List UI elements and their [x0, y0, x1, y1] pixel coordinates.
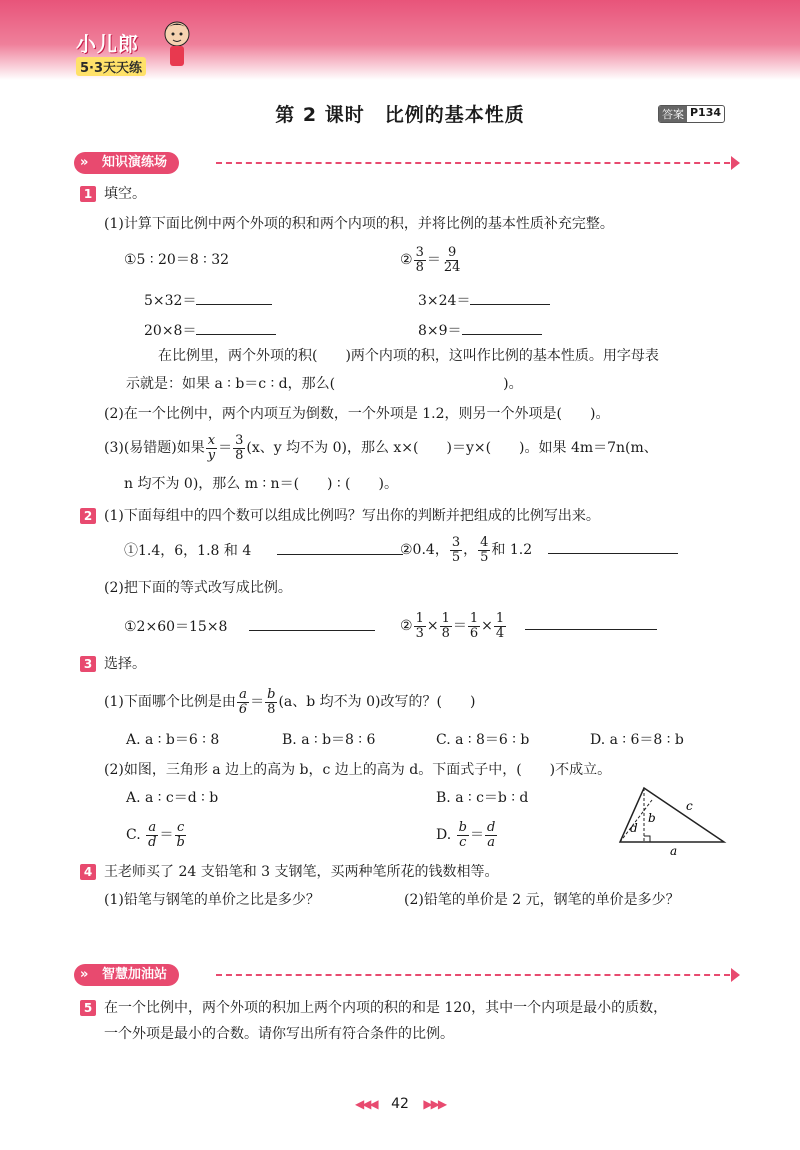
next-arrows-icon: ▶▶▶ — [423, 1097, 446, 1111]
page-title: 第 2 课时 比例的基本性质 — [275, 104, 525, 126]
q2-equation-b: ② $\frac{1}{3}$ × $\frac{1}{8}$ ＝ $\frac{1}{6}$ × $\frac{1}{4}$ — [400, 608, 657, 644]
fraction: $\frac{a}{6}$ — [238, 686, 248, 717]
q4-part2: (2)铅笔的单价是 2 元，钢笔的单价是多少？ — [404, 892, 680, 908]
arrow-tip-icon — [731, 968, 740, 982]
fraction: $\frac{b}{8}$ — [267, 686, 276, 717]
q3-heading: 选择。 — [104, 656, 146, 672]
q4-text: 王老师买了 24 支铅笔和 3 支钢笔，买两种笔所花的钱数相等。 — [104, 864, 499, 880]
fraction: $\frac{9}{24}$ — [443, 244, 461, 275]
fraction: $\frac{d}{a}$ — [486, 819, 496, 850]
mascot-boy-icon — [162, 14, 192, 74]
brand-name: 小儿郎 — [76, 32, 139, 56]
q2-group-a: ①1.4，6，1.8 和 4 — [124, 540, 403, 561]
q1-proportion-b: ② $\frac{3}{8}$ ＝ $\frac{9}{24}$ — [400, 244, 461, 275]
page-number: 42 — [391, 1096, 409, 1112]
q1-part3: (3)(易错题)如果 $\frac{x}{y}$ ＝ $\frac{3}{8}$ (x、y 均不为 0)，那么 x×( )＝y×( )。如果 4m＝7n(m、 — [104, 432, 658, 463]
fraction: $\frac{3}{8}$ — [235, 432, 244, 463]
q1-calc-2: 20×8＝ — [144, 320, 276, 341]
fraction: $\frac{1}{6}$ — [469, 610, 479, 641]
answer-label: 答案 — [659, 106, 687, 122]
page-footer — [0, 1096, 800, 1112]
q1-calc-4: 8×9＝ — [418, 320, 542, 341]
fraction: $\frac{1}{3}$ — [415, 610, 424, 641]
fig-label-b: b — [648, 811, 656, 825]
q1-heading: 填空。 — [104, 186, 146, 202]
section-practice-title: 知识演练场 — [102, 155, 168, 170]
fraction: $\frac{3}{8}$ — [415, 244, 424, 275]
fig-label-d: d — [630, 821, 638, 835]
answer-reference[interactable] — [658, 105, 725, 123]
section-wisdom-title: 智慧加油站 — [102, 967, 168, 982]
answer-blank[interactable] — [196, 290, 272, 305]
answer-blank[interactable] — [249, 616, 375, 631]
fig-label-a: a — [670, 844, 678, 856]
q1-calc-3: 3×24＝ — [418, 290, 550, 311]
q3-part2-option-b[interactable]: B. a ∶ c＝b ∶ d — [436, 790, 529, 806]
q1-property-line1: 在比例里，两个外项的积( )两个内项的积，这叫作比例的基本性质。用字母表 — [158, 348, 659, 364]
answer-blank[interactable] — [462, 320, 542, 335]
question-number: 5 — [80, 1000, 96, 1016]
q3-part2-option-c[interactable]: C. $\frac{a}{d}$ ＝ $\frac{c}{b}$ — [126, 819, 185, 850]
fraction: $\frac{4}{5}$ — [480, 534, 489, 565]
double-arrow-icon: » — [80, 967, 89, 982]
question-number: 3 — [80, 656, 96, 672]
fraction: $\frac{a}{d}$ — [148, 819, 157, 850]
q3-option-c[interactable]: C. a ∶ 8＝6 ∶ b — [436, 732, 530, 748]
brand-series: 5·3天天练 — [76, 57, 146, 76]
q1-proportion-a: ①5 ∶ 20＝8 ∶ 32 — [124, 252, 230, 268]
q1-part1-intro: (1)计算下面比例中两个外项的积和两个内项的积，并将比例的基本性质补充完整。 — [104, 216, 614, 232]
brand-logo — [76, 28, 146, 76]
section-wisdom-bar — [74, 964, 740, 986]
q1-property-line2: 示就是：如果 a ∶ b＝c ∶ d，那么( )。 — [126, 376, 523, 392]
q5-line2: 一个外项是最小的合数。请你写出所有符合条件的比例。 — [104, 1026, 454, 1042]
q2-part2: (2)把下面的等式改写成比例。 — [104, 580, 292, 596]
fig-label-c: c — [686, 799, 693, 813]
double-arrow-icon: » — [80, 155, 89, 170]
fraction: $\frac{x}{y}$ — [207, 432, 216, 463]
q3-part1: (1)下面哪个比例是由 $\frac{a}{6}$ ＝ $\frac{b}{8}$ (a、b 均不为 0)改写的？( ) — [104, 686, 476, 717]
fraction: $\frac{c}{b}$ — [176, 819, 185, 850]
q3-part2-option-d[interactable]: D. $\frac{b}{c}$ ＝ $\frac{d}{a}$ — [436, 819, 496, 850]
question-number: 2 — [80, 508, 96, 524]
answer-blank[interactable] — [548, 539, 678, 554]
arrow-tip-icon — [731, 156, 740, 170]
section-practice-bar — [74, 152, 740, 174]
q1-part2: (2)在一个比例中，两个内项互为倒数，一个外项是 1.2，则另一个外项是( )。 — [104, 406, 610, 422]
fraction: $\frac{1}{4}$ — [495, 610, 505, 641]
question-number: 1 — [80, 186, 96, 202]
fraction: $\frac{1}{8}$ — [441, 610, 450, 641]
question-number: 4 — [80, 864, 96, 880]
q3-option-a[interactable]: A. a ∶ b＝6 ∶ 8 — [126, 732, 220, 748]
q3-part2-option-a[interactable]: A. a ∶ c＝d ∶ b — [126, 790, 219, 806]
prev-arrows-icon: ◀◀◀ — [354, 1097, 377, 1111]
q1-calc-1: 5×32＝ — [144, 290, 272, 311]
answer-page: P134 — [690, 106, 722, 119]
q3-part2: (2)如图，三角形 a 边上的高为 b，c 边上的高为 d。下面式子中，( )不成立。 — [104, 762, 612, 778]
fraction: $\frac{3}{5}$ — [451, 534, 461, 565]
fraction: $\frac{b}{c}$ — [458, 819, 467, 850]
answer-blank[interactable] — [196, 320, 276, 335]
answer-blank[interactable] — [525, 615, 657, 630]
q2-equation-a: ①2×60＝15×8 — [124, 616, 375, 637]
triangle-figure — [614, 782, 734, 856]
q1-part3-cont: n 均不为 0)，那么 m ∶ n＝( ) ∶ ( )。 — [124, 476, 398, 492]
q2-group-b: ②0.4， $\frac{3}{5}$ ， $\frac{4}{5}$ 和 1.2 — [400, 532, 678, 568]
q4-part1: (1)铅笔与钢笔的单价之比是多少？ — [104, 892, 320, 908]
q3-option-b[interactable]: B. a ∶ b＝8 ∶ 6 — [282, 732, 376, 748]
q2-part1: (1)下面每组中的四个数可以组成比例吗？写出你的判断并把组成的比例写出来。 — [104, 508, 600, 524]
answer-blank[interactable] — [277, 540, 403, 555]
q3-option-d[interactable]: D. a ∶ 6＝8 ∶ b — [590, 732, 684, 748]
answer-blank[interactable] — [470, 290, 550, 305]
q5-line1: 在一个比例中，两个外项的积加上两个内项的积的和是 120，其中一个内项是最小的质数， — [104, 1000, 668, 1016]
